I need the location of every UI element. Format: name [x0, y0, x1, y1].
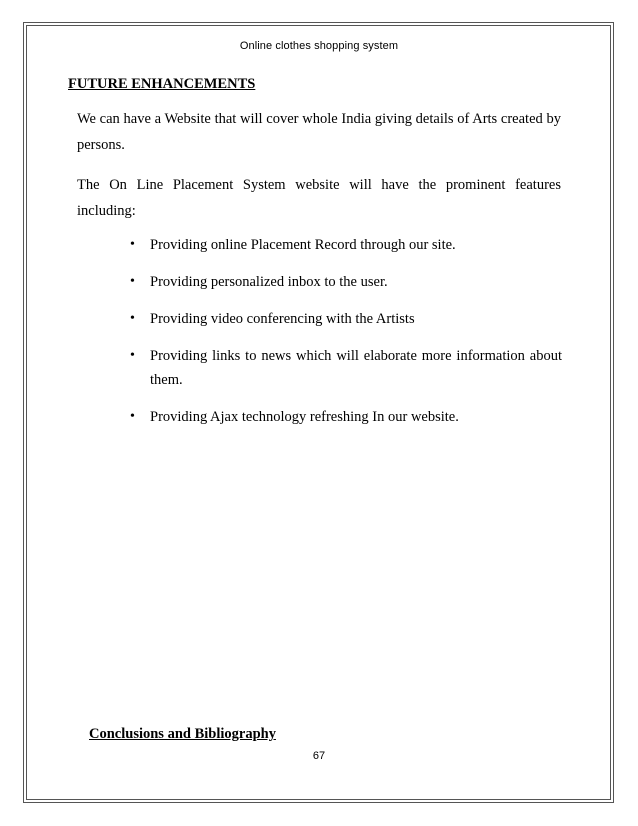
paragraph-website: We can have a Website that will cover whole India giving details of Arts created by persons. — [77, 111, 561, 153]
bullet-icon: • — [130, 409, 135, 424]
list-item-text: Providing online Placement Record through our site. — [150, 237, 456, 253]
list-item — [122, 405, 562, 429]
section-title: FUTURE ENHANCEMENTS — [68, 76, 256, 92]
list-item-text: Providing Ajax technology refreshing In our website. — [150, 409, 459, 425]
paragraph-features-intro: The On Line Placement System website will have the prominent features including: — [77, 177, 561, 219]
feature-list — [122, 233, 562, 442]
list-item-text: Providing video conferencing with the Artists — [150, 311, 415, 327]
list-item-text: Providing personalized inbox to the user. — [150, 274, 388, 290]
bullet-icon: • — [130, 348, 135, 363]
list-item — [122, 344, 562, 392]
bullet-icon: • — [130, 274, 135, 289]
footer-section-title: Conclusions and Bibliography — [89, 726, 276, 742]
bullet-icon: • — [130, 237, 135, 252]
bullet-icon: • — [130, 311, 135, 326]
running-header: Online clothes shopping system — [239, 40, 399, 52]
list-item-text: Providing links to news which will elaborate more information about them. — [150, 348, 562, 388]
page-number: 67 — [312, 750, 326, 762]
list-item — [122, 307, 562, 331]
list-item — [122, 270, 562, 294]
list-item — [122, 233, 562, 257]
